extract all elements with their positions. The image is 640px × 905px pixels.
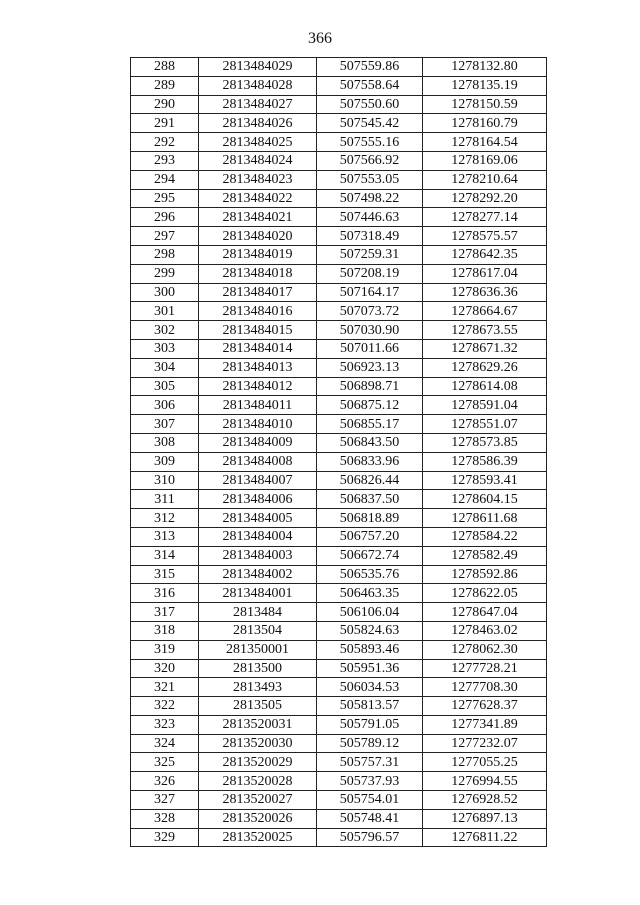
point-number-cell: 308	[131, 433, 199, 452]
point-number-cell: 297	[131, 227, 199, 246]
y-coordinate-cell: 1276994.55	[423, 772, 547, 791]
point-number-cell: 311	[131, 490, 199, 509]
cadastral-id-cell: 2813484001	[199, 584, 317, 603]
point-number-cell: 295	[131, 189, 199, 208]
y-coordinate-cell: 1278169.06	[423, 151, 547, 170]
cadastral-id-cell: 2813484009	[199, 433, 317, 452]
x-coordinate-cell: 505824.63	[317, 621, 423, 640]
point-number-cell: 323	[131, 715, 199, 734]
cadastral-id-cell: 2813484026	[199, 114, 317, 133]
point-number-cell: 320	[131, 659, 199, 678]
cadastral-id-cell: 2813484025	[199, 133, 317, 152]
cadastral-id-cell: 2813520028	[199, 772, 317, 791]
table-row	[131, 753, 547, 772]
x-coordinate-cell: 505813.57	[317, 697, 423, 716]
point-number-cell: 322	[131, 697, 199, 716]
y-coordinate-cell: 1277232.07	[423, 734, 547, 753]
y-coordinate-cell: 1278135.19	[423, 76, 547, 95]
point-number-cell: 294	[131, 170, 199, 189]
y-coordinate-cell: 1278160.79	[423, 114, 547, 133]
cadastral-id-cell: 2813484002	[199, 565, 317, 584]
x-coordinate-cell: 506875.12	[317, 396, 423, 415]
y-coordinate-cell: 1278592.86	[423, 565, 547, 584]
point-number-cell: 318	[131, 621, 199, 640]
y-coordinate-cell: 1278575.57	[423, 227, 547, 246]
y-coordinate-cell: 1278647.04	[423, 603, 547, 622]
x-coordinate-cell: 506833.96	[317, 452, 423, 471]
cadastral-id-cell: 2813484017	[199, 283, 317, 302]
x-coordinate-cell: 505791.05	[317, 715, 423, 734]
point-number-cell: 303	[131, 339, 199, 358]
x-coordinate-cell: 507559.86	[317, 58, 423, 77]
cadastral-id-cell: 2813520025	[199, 828, 317, 847]
cadastral-id-cell: 2813484006	[199, 490, 317, 509]
table-row	[131, 621, 547, 640]
x-coordinate-cell: 506535.76	[317, 565, 423, 584]
cadastral-id-cell: 2813493	[199, 678, 317, 697]
cadastral-id-cell: 2813484008	[199, 452, 317, 471]
point-number-cell: 314	[131, 546, 199, 565]
table-row	[131, 302, 547, 321]
y-coordinate-cell: 1278642.35	[423, 245, 547, 264]
table-row	[131, 490, 547, 509]
x-coordinate-cell: 506898.71	[317, 377, 423, 396]
x-coordinate-cell: 507318.49	[317, 227, 423, 246]
y-coordinate-cell: 1277628.37	[423, 697, 547, 716]
y-coordinate-cell: 1278463.02	[423, 621, 547, 640]
x-coordinate-cell: 506463.35	[317, 584, 423, 603]
y-coordinate-cell: 1278614.08	[423, 377, 547, 396]
point-number-cell: 317	[131, 603, 199, 622]
y-coordinate-cell: 1278582.49	[423, 546, 547, 565]
x-coordinate-cell: 507558.64	[317, 76, 423, 95]
x-coordinate-cell: 506106.04	[317, 603, 423, 622]
table-row	[131, 396, 547, 415]
x-coordinate-cell: 505737.93	[317, 772, 423, 791]
x-coordinate-cell: 506923.13	[317, 358, 423, 377]
y-coordinate-cell: 1278292.20	[423, 189, 547, 208]
table-row	[131, 339, 547, 358]
table-row	[131, 283, 547, 302]
point-number-cell: 293	[131, 151, 199, 170]
y-coordinate-cell: 1278150.59	[423, 95, 547, 114]
cadastral-id-cell: 2813484020	[199, 227, 317, 246]
table-row	[131, 565, 547, 584]
x-coordinate-cell: 507208.19	[317, 264, 423, 283]
x-coordinate-cell: 507073.72	[317, 302, 423, 321]
cadastral-id-cell: 2813520031	[199, 715, 317, 734]
y-coordinate-cell: 1278664.67	[423, 302, 547, 321]
x-coordinate-cell: 507011.66	[317, 339, 423, 358]
y-coordinate-cell: 1278593.41	[423, 471, 547, 490]
y-coordinate-cell: 1277341.89	[423, 715, 547, 734]
cadastral-id-cell: 2813484012	[199, 377, 317, 396]
point-number-cell: 315	[131, 565, 199, 584]
x-coordinate-cell: 506672.74	[317, 546, 423, 565]
table-row	[131, 95, 547, 114]
y-coordinate-cell: 1278586.39	[423, 452, 547, 471]
x-coordinate-cell: 505754.01	[317, 791, 423, 810]
y-coordinate-cell: 1276897.13	[423, 809, 547, 828]
x-coordinate-cell: 506818.89	[317, 509, 423, 528]
cadastral-id-cell: 2813484007	[199, 471, 317, 490]
point-number-cell: 300	[131, 283, 199, 302]
point-number-cell: 307	[131, 415, 199, 434]
table-row	[131, 151, 547, 170]
point-number-cell: 296	[131, 208, 199, 227]
x-coordinate-cell: 507555.16	[317, 133, 423, 152]
table-row	[131, 321, 547, 340]
table-row	[131, 170, 547, 189]
cadastral-id-cell: 2813484024	[199, 151, 317, 170]
cadastral-id-cell: 2813520027	[199, 791, 317, 810]
x-coordinate-cell: 505789.12	[317, 734, 423, 753]
x-coordinate-cell: 507553.05	[317, 170, 423, 189]
point-number-cell: 313	[131, 527, 199, 546]
cadastral-id-cell: 2813484016	[199, 302, 317, 321]
table-row	[131, 415, 547, 434]
cadastral-id-cell: 2813484004	[199, 527, 317, 546]
y-coordinate-cell: 1278584.22	[423, 527, 547, 546]
table-row	[131, 697, 547, 716]
y-coordinate-cell: 1278551.07	[423, 415, 547, 434]
y-coordinate-cell: 1278604.15	[423, 490, 547, 509]
point-number-cell: 329	[131, 828, 199, 847]
cadastral-id-cell: 2813484019	[199, 245, 317, 264]
table-row	[131, 264, 547, 283]
y-coordinate-cell: 1278629.26	[423, 358, 547, 377]
table-row	[131, 734, 547, 753]
table-row	[131, 58, 547, 77]
point-number-cell: 298	[131, 245, 199, 264]
table-row	[131, 133, 547, 152]
y-coordinate-cell: 1278164.54	[423, 133, 547, 152]
cadastral-id-cell: 2813520029	[199, 753, 317, 772]
table-row	[131, 640, 547, 659]
point-number-cell: 319	[131, 640, 199, 659]
table-row	[131, 452, 547, 471]
y-coordinate-cell: 1278591.04	[423, 396, 547, 415]
cadastral-id-cell: 2813504	[199, 621, 317, 640]
point-number-cell: 324	[131, 734, 199, 753]
table-row	[131, 245, 547, 264]
y-coordinate-cell: 1278132.80	[423, 58, 547, 77]
y-coordinate-cell: 1277708.30	[423, 678, 547, 697]
x-coordinate-cell: 506034.53	[317, 678, 423, 697]
y-coordinate-cell: 1278636.36	[423, 283, 547, 302]
x-coordinate-cell: 505748.41	[317, 809, 423, 828]
y-coordinate-cell: 1278673.55	[423, 321, 547, 340]
point-number-cell: 305	[131, 377, 199, 396]
x-coordinate-cell: 506843.50	[317, 433, 423, 452]
x-coordinate-cell: 507259.31	[317, 245, 423, 264]
cadastral-id-cell: 2813500	[199, 659, 317, 678]
cadastral-id-cell: 2813484015	[199, 321, 317, 340]
table-row	[131, 584, 547, 603]
x-coordinate-cell: 506855.17	[317, 415, 423, 434]
cadastral-id-cell: 2813505	[199, 697, 317, 716]
cadastral-id-cell: 2813484023	[199, 170, 317, 189]
table-row	[131, 828, 547, 847]
cadastral-id-cell: 281350001	[199, 640, 317, 659]
cadastral-id-cell: 2813484018	[199, 264, 317, 283]
cadastral-id-cell: 2813484005	[199, 509, 317, 528]
point-number-cell: 321	[131, 678, 199, 697]
y-coordinate-cell: 1277728.21	[423, 659, 547, 678]
point-number-cell: 328	[131, 809, 199, 828]
point-number-cell: 291	[131, 114, 199, 133]
cadastral-id-cell: 2813520026	[199, 809, 317, 828]
cadastral-id-cell: 2813484014	[199, 339, 317, 358]
x-coordinate-cell: 506837.50	[317, 490, 423, 509]
cadastral-id-cell: 2813484028	[199, 76, 317, 95]
cadastral-id-cell: 2813484022	[199, 189, 317, 208]
table-row	[131, 659, 547, 678]
cadastral-id-cell: 2813484029	[199, 58, 317, 77]
x-coordinate-cell: 505796.57	[317, 828, 423, 847]
point-number-cell: 309	[131, 452, 199, 471]
cadastral-id-cell: 2813484010	[199, 415, 317, 434]
cadastral-id-cell: 2813484013	[199, 358, 317, 377]
point-number-cell: 290	[131, 95, 199, 114]
table-row	[131, 603, 547, 622]
x-coordinate-cell: 506757.20	[317, 527, 423, 546]
y-coordinate-cell: 1278062.30	[423, 640, 547, 659]
table-row	[131, 546, 547, 565]
table-row	[131, 208, 547, 227]
table-row	[131, 433, 547, 452]
page-number: 366	[308, 30, 332, 47]
y-coordinate-cell: 1277055.25	[423, 753, 547, 772]
point-number-cell: 292	[131, 133, 199, 152]
coordinates-table	[130, 57, 547, 847]
table-row	[131, 509, 547, 528]
point-number-cell: 316	[131, 584, 199, 603]
cadastral-id-cell: 2813520030	[199, 734, 317, 753]
table-row	[131, 114, 547, 133]
point-number-cell: 306	[131, 396, 199, 415]
y-coordinate-cell: 1278617.04	[423, 264, 547, 283]
x-coordinate-cell: 505893.46	[317, 640, 423, 659]
point-number-cell: 299	[131, 264, 199, 283]
y-coordinate-cell: 1278671.32	[423, 339, 547, 358]
table-row	[131, 227, 547, 246]
y-coordinate-cell: 1278277.14	[423, 208, 547, 227]
table-body	[131, 58, 547, 847]
y-coordinate-cell: 1276811.22	[423, 828, 547, 847]
table-row	[131, 189, 547, 208]
table-row	[131, 772, 547, 791]
point-number-cell: 301	[131, 302, 199, 321]
point-number-cell: 288	[131, 58, 199, 77]
x-coordinate-cell: 507550.60	[317, 95, 423, 114]
x-coordinate-cell: 507446.63	[317, 208, 423, 227]
x-coordinate-cell: 505951.36	[317, 659, 423, 678]
x-coordinate-cell: 507545.42	[317, 114, 423, 133]
x-coordinate-cell: 506826.44	[317, 471, 423, 490]
table-row	[131, 715, 547, 734]
point-number-cell: 326	[131, 772, 199, 791]
y-coordinate-cell: 1278210.64	[423, 170, 547, 189]
point-number-cell: 312	[131, 509, 199, 528]
y-coordinate-cell: 1278622.05	[423, 584, 547, 603]
y-coordinate-cell: 1278573.85	[423, 433, 547, 452]
cadastral-id-cell: 2813484	[199, 603, 317, 622]
cadastral-id-cell: 2813484011	[199, 396, 317, 415]
x-coordinate-cell: 505757.31	[317, 753, 423, 772]
point-number-cell: 302	[131, 321, 199, 340]
point-number-cell: 327	[131, 791, 199, 810]
point-number-cell: 304	[131, 358, 199, 377]
x-coordinate-cell: 507030.90	[317, 321, 423, 340]
x-coordinate-cell: 507566.92	[317, 151, 423, 170]
y-coordinate-cell: 1276928.52	[423, 791, 547, 810]
cadastral-id-cell: 2813484027	[199, 95, 317, 114]
point-number-cell: 310	[131, 471, 199, 490]
table-row	[131, 527, 547, 546]
x-coordinate-cell: 507164.17	[317, 283, 423, 302]
table-row	[131, 471, 547, 490]
table-row	[131, 377, 547, 396]
table-row	[131, 791, 547, 810]
table-row	[131, 678, 547, 697]
cadastral-id-cell: 2813484003	[199, 546, 317, 565]
table-row	[131, 809, 547, 828]
point-number-cell: 325	[131, 753, 199, 772]
point-number-cell: 289	[131, 76, 199, 95]
cadastral-id-cell: 2813484021	[199, 208, 317, 227]
table-row	[131, 76, 547, 95]
x-coordinate-cell: 507498.22	[317, 189, 423, 208]
table-row	[131, 358, 547, 377]
y-coordinate-cell: 1278611.68	[423, 509, 547, 528]
